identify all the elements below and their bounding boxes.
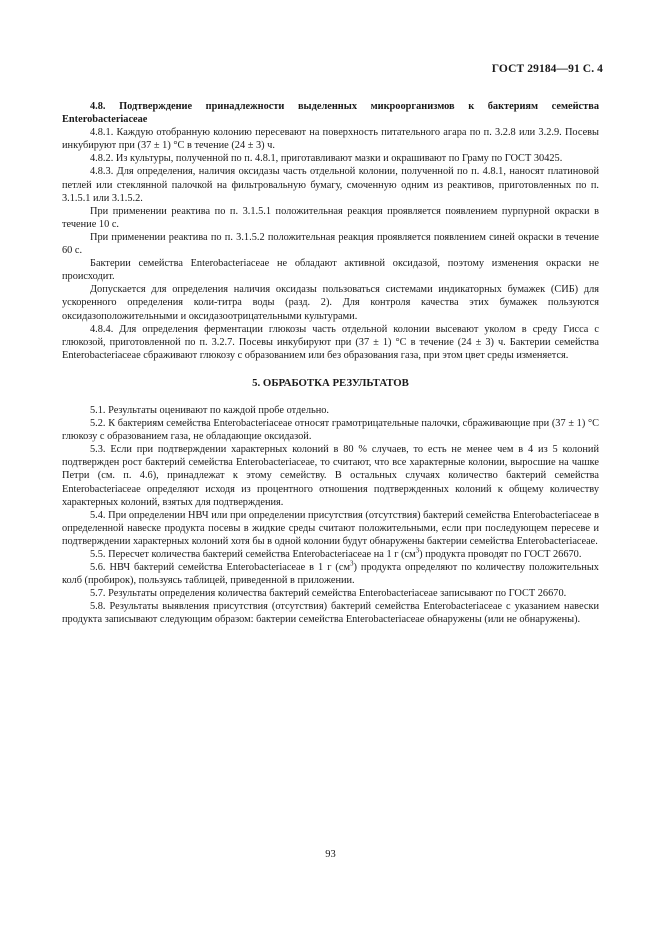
paragraph-5-5 [62,548,599,561]
paragraph-5-5-part-a: 5.5. Пересчет количества бактерий семейства Enterobacteriaceae на 1 г (см [90,549,416,560]
paragraph-5-6-part-b: ) продукта определяют по количеству положительных колб (пробирок), пользуясь таблицей, приведенной в приложении. [62,562,599,587]
paragraph-no-oxidase: Бактерии семейства Enterobacteriaceae не обладают активной оксидазой, поэтому изменения окраски не происходит. [62,258,599,283]
paragraph-5-1: 5.1. Результаты оценивают по каждой пробе отдельно. [90,404,330,416]
paragraph-4-8-3: 4.8.3. Для определения, наличия оксидазы часть отдельной колонии, полученной по п. 4.8.1, наносят платиновой петлей или стеклянной палочкой на фильтровальную бумагу, смоченную одним из реактивов, приготовленных по п. 3.1.5.1 или 3.1.5.2. [62,166,599,204]
page-number: 93 [325,849,336,860]
paragraph-5-6 [62,561,599,587]
paragraph-5-5-part-b: ) продукта проводят по ГОСТ 26670. [419,549,582,560]
document-body [62,100,599,627]
section-4-8-heading: 4.8. Подтверждение принадлежности выделенных микроорганизмов к бактериям семейства Enterobacteriaceae [62,101,599,126]
paragraph-5-8: 5.8. Результаты выявления присутствия (отсутствия) бактерий семейства Enterobacteriaceae с указанием навески продукта записывают следующим образом: бактерии семейства Enterobacteriaceae обнаружены (или не обнаружены). [62,601,599,626]
paragraph-reagent-1: При применении реактива по п. 3.1.5.1 положительная реакция проявляется появлением пурпурной окраски в течение 10 с. [62,205,599,230]
superscript-3: 3 [350,559,354,568]
paragraph-reagent-2: При применении реактива по п. 3.1.5.2 положительная реакция проявляется появлением синей окраски в течение 60 с. [62,231,599,257]
paragraph-5-3: 5.3. Если при подтверждении характерных колоний в 80 % случаев, то есть не менее чем в 4 из 5 колоний подтвержден рост бактерий семейства Enterobacteriaceae, то считают, что все характерные колонии, выросшие на чашке Петри (см. п. 4.6), принадлежат к этому семейству. В остальных случаях количество бактерий семейства Enterobacteriaceae определяют исходя из процентного отношения подтвержденных колоний к общему количеству характерных колоний, взятых для подтверждения. [62,444,599,508]
paragraph-4-8-4: 4.8.4. Для определения ферментации глюкозы часть отдельной колонии высевают уколом в среду Гисса с глюкозой, приготовленной по п. 3.2.7. Посевы инкубируют при (37 ± 1) °С в течение (24 ± 3) ч. Бактерии семейства Enterobacteriaceae сбраживают глюкозу с образованием или без образования газа, при этом цвет среды изменяется. [62,323,599,361]
paragraph-5-2: 5.2. К бактериям семейства Enterobacteriaceae относят грамотрицательные палочки, сбраживающие при (37 ± 1) °С глюкозу с образованием газа, не обладающие оксидазой. [62,418,599,443]
page-header-doc-ref: ГОСТ 29184—91 С. 4 [491,63,603,75]
paragraph-5-6-part-a: 5.6. НВЧ бактерий семейства Enterobacteriaceae в 1 г (см [90,562,350,574]
paragraph-sib: Допускается для определения наличия оксидазы пользоваться системами индикаторных бумажек (СИБ) для ускоренного определения коли-титра воды (разд. 2). Для контроля качества этих бумажек пользуются оксидазоположительными и оксидазоотрицательными культурами. [62,284,599,322]
paragraph-4-8-1: 4.8.1. Каждую отобранную колонию пересевают на поверхность питательного агара по п. 3.2.8 или 3.2.9. Посевы инкубируют при (37 ± 1) °С в течение (24 ± 3) ч. [62,127,599,152]
superscript-3: 3 [415,546,420,555]
section-5-heading: 5. ОБРАБОТКА РЕЗУЛЬТАТОВ [252,376,409,389]
paragraph-5-7: 5.7. Результаты определения количества бактерий семейства Enterobacteriaceae записывают по ГОСТ 26670. [90,588,567,600]
paragraph-5-4: 5.4. При определении НВЧ или при определении присутствия (отсутствия) бактерий семейства Enterobacteriaceae в определенной навеске продукта посевы в жидкие среды считают положительными, если при последующем пересеве и подтверждении характерных колоний хотя бы в одной колонии будут обнаружены бактерии семейства Enterobacteriaceae. [62,509,599,547]
paragraph-4-8-2: 4.8.2. Из культуры, полученной по п. 4.8.1, приготавливают мазки и окрашивают по Граму по ГОСТ 30425. [90,153,563,165]
